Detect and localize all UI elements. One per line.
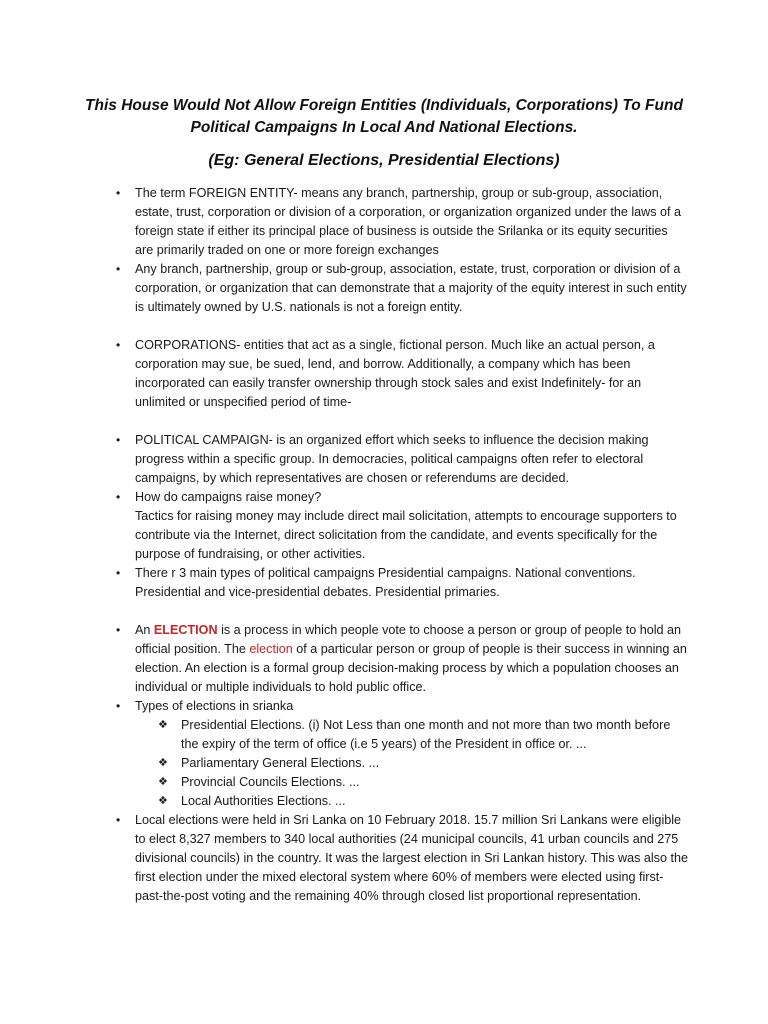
list-item-types-elections: [0, 697, 768, 716]
bullet-icon: •: [116, 433, 121, 447]
bullet-icon: •: [116, 338, 121, 352]
sub-item-text: Local Authorities Elections. ...: [181, 794, 346, 808]
document-subtitle: (Eg: General Elections, Presidential Elections): [208, 152, 560, 169]
document-title: [60, 95, 708, 139]
list-item-raise-money: [0, 488, 768, 564]
item-text: Local elections were held in Sri Lanka on 10 February 2018. 15.7 million Sri Lankans were eligible to elect 8,327 members to 340 local authorities (24 municipal councils, 41 urban councils and 275 divisional councils) in the country. It was the largest election in Sri Lankan history. This was also the first election under the mixed electoral system where 60% of members were elected using first-past-the-post voting and the remaining 40% through closed list proportional representation.: [135, 813, 688, 903]
sub-item-local-authorities: [0, 792, 768, 811]
election-suffix: of a particular person or group of people is their success in winning an election. An election is a formal group decision-making process by which a population chooses an individual or multiple individuals to hold public office.: [135, 642, 687, 694]
sub-item-presidential: [0, 716, 768, 754]
bullet-icon: •: [116, 623, 121, 637]
item-text: POLITICAL CAMPAIGN- is an organized effort which seeks to influence the decision making progress within a specific group. In democracies, political campaigns often refer to electoral campaigns, by which representatives are chosen or referendums are decided.: [135, 433, 649, 485]
bullet-icon: •: [116, 699, 121, 713]
diamond-bullet-icon: ❖: [158, 795, 168, 807]
sub-item-provincial: [0, 773, 768, 792]
diamond-bullet-icon: ❖: [158, 719, 168, 731]
sub-item-parliamentary: [0, 754, 768, 773]
sub-item-text: Parliamentary General Elections. ...: [181, 756, 380, 770]
list-item-not-foreign: [0, 260, 768, 317]
sub-item-text: Presidential Elections. (i) Not Less than one month and not more than two month before the expiry of the term of office (i.e 5 years) of the President in office or. ...: [181, 718, 671, 751]
list-item-election: [0, 621, 768, 697]
item-question: How do campaigns raise money?: [135, 490, 322, 504]
bullet-icon: •: [116, 490, 121, 504]
list-item-types-campaigns: [0, 564, 768, 602]
item-text: CORPORATIONS- entities that act as a single, fictional person. Much like an actual person, a corporation may sue, be sued, lend, and borrow. Additionally, a company which has been incorporated can easily transfer ownership through stock sales and exist Indefinitely- for an unlimited or unspecified period of time-: [135, 338, 655, 409]
diamond-bullet-icon: ❖: [158, 757, 168, 769]
item-answer: Tactics for raising money may include direct mail solicitation, attempts to encourage supporters to contribute via the Internet, direct solicitation from the candidate, and events specifically for the purpose of fundraising, or other activities.: [135, 509, 677, 561]
title-line-2: Political Campaigns In Local And National Elections.: [190, 119, 578, 136]
bullet-icon: •: [116, 262, 121, 276]
item-text: Types of elections in srianka: [135, 699, 294, 713]
bullet-icon: •: [116, 186, 121, 200]
election-keyword-lower: election: [249, 642, 293, 656]
sub-item-text: Provincial Councils Elections. ...: [181, 775, 360, 789]
list-item-foreign-entity: [0, 184, 768, 260]
list-item-political-campaign: [0, 431, 768, 488]
title-line-1: This House Would Not Allow Foreign Entities (Individuals, Corporations) To Fund: [85, 97, 683, 114]
election-keyword: ELECTION: [153, 623, 218, 637]
list-item-local-elections: [0, 811, 768, 906]
bullet-icon: •: [116, 813, 121, 827]
diamond-bullet-icon: ❖: [158, 776, 168, 788]
bullet-icon: •: [116, 566, 121, 580]
document-body: [0, 184, 768, 906]
item-text: [135, 623, 687, 694]
item-text: There r 3 main types of political campaigns Presidential campaigns. National conventions. Presidential and vice-presidential debates. Presidential primaries.: [135, 566, 636, 599]
item-text: Any branch, partnership, group or sub-group, association, estate, trust, corporation or division of a corporation, or organization that can demonstrate that a majority of the equity interest in such entity is ultimately owned by U.S. nationals is not a foreign entity.: [135, 262, 687, 314]
item-text: The term FOREIGN ENTITY- means any branch, partnership, group or sub-group, association, estate, trust, corporation or division of a corporation, or organization organized under the laws of a foreign state if either its principal place of business is outside the Srilanka or its equity securities are primarily traded on one or more foreign exchanges: [135, 186, 682, 257]
election-prefix: An: [135, 623, 154, 637]
list-item-corporations: [0, 336, 768, 412]
election-mid: is a process in which people vote to choose a person or group of people to hold an official position. The: [135, 623, 682, 656]
